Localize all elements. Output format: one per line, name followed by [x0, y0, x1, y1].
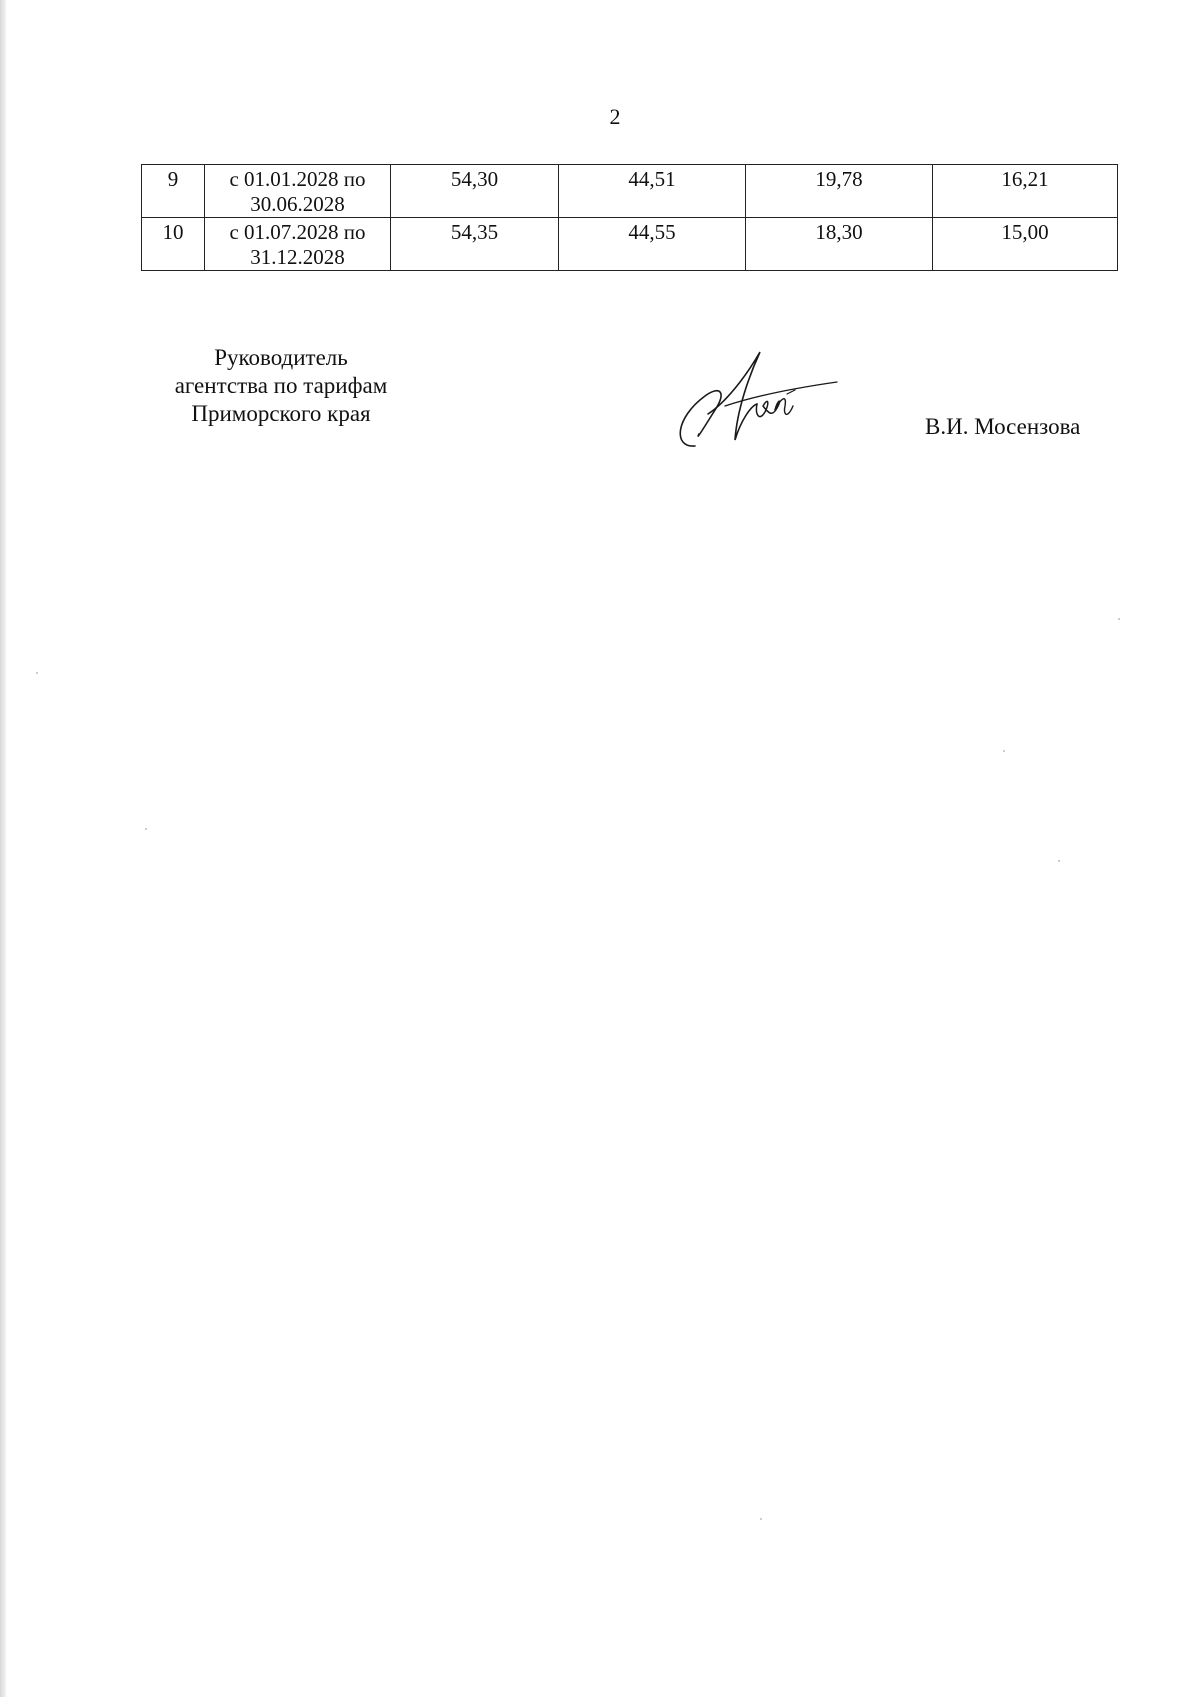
- signer-name: В.И. Мосензова: [925, 414, 1081, 439]
- period-end: 30.06.2028: [250, 192, 345, 216]
- value-cell: 44,55: [559, 218, 746, 271]
- period-start: с 01.01.2028 по: [229, 167, 366, 191]
- signatory-title-line: Приморского края: [191, 401, 371, 426]
- value-cell: 54,30: [391, 165, 559, 218]
- scan-speck: [760, 1518, 762, 1520]
- page-number: 2: [609, 104, 621, 129]
- scan-speck: [1003, 750, 1005, 752]
- value-cell: 16,21: [933, 165, 1118, 218]
- period-cell: [205, 165, 391, 218]
- handwritten-signature: [665, 348, 840, 458]
- table-row: [142, 165, 1118, 218]
- tariff-table: [141, 164, 1118, 271]
- value-cell: 19,78: [746, 165, 933, 218]
- scan-speck: [1118, 618, 1120, 620]
- row-number-cell: 10: [142, 218, 205, 271]
- table-row: [142, 218, 1118, 271]
- value-cell: 44,51: [559, 165, 746, 218]
- value-cell: 18,30: [746, 218, 933, 271]
- row-number-cell: 9: [142, 165, 205, 218]
- scan-speck: [145, 828, 147, 830]
- scan-speck: [36, 672, 38, 674]
- period-end: 31.12.2028: [250, 245, 345, 269]
- period-start: с 01.07.2028 по: [229, 220, 366, 244]
- signatory-title-line: Руководитель: [214, 345, 348, 370]
- page-edge-shadow: [0, 0, 6, 1697]
- scan-speck: [1058, 860, 1060, 862]
- value-cell: 54,35: [391, 218, 559, 271]
- period-cell: [205, 218, 391, 271]
- signatory-title: [141, 344, 421, 428]
- value-cell: 15,00: [933, 218, 1118, 271]
- signatory-title-line: агентства по тарифам: [174, 373, 388, 398]
